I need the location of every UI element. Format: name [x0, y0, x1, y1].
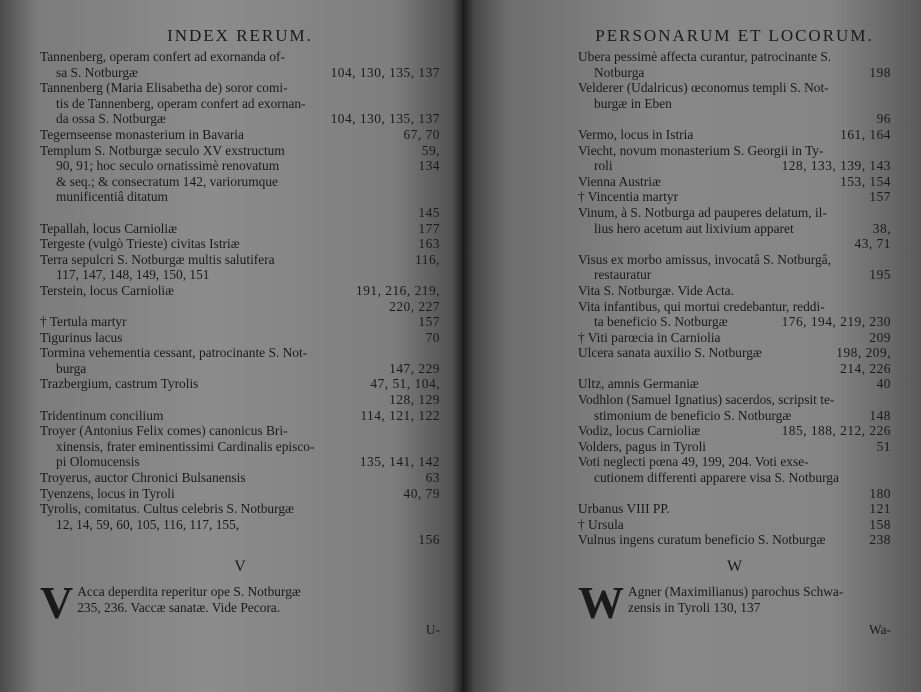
index-entry	[40, 408, 440, 424]
index-entry-line	[578, 65, 891, 81]
index-entry	[40, 345, 440, 376]
entry-text: ta beneficio S. Notburgæ	[594, 314, 728, 330]
page-reference: 147, 229	[389, 360, 440, 376]
index-entry-line	[40, 65, 440, 81]
index-entry	[40, 501, 440, 548]
page-reference: 180	[869, 485, 891, 501]
entry-text: Tormina vehementia cessant, patrocinante S. Not-	[40, 345, 308, 361]
index-entry	[578, 80, 891, 127]
index-entry-line	[40, 111, 440, 127]
index-entry	[40, 252, 440, 283]
index-entry-line	[578, 49, 891, 65]
page-reference: 51	[876, 438, 891, 454]
index-entry-line	[40, 252, 440, 268]
index-entry-line	[578, 158, 891, 174]
index-entry-line	[40, 330, 440, 346]
index-entry-line	[40, 127, 440, 143]
index-entry	[40, 314, 440, 330]
index-entry	[40, 376, 440, 407]
page-reference: 185, 188, 212, 226	[781, 423, 891, 439]
index-entry	[40, 127, 440, 143]
index-entry-line	[578, 454, 891, 470]
entry-text: restauratur	[594, 267, 652, 283]
right-index-entries	[578, 49, 891, 548]
index-entry-line	[578, 283, 891, 299]
entry-text: Tergeste (vulgò Trieste) civitas Istriæ	[40, 236, 240, 252]
left-dropcap-text	[77, 584, 440, 615]
index-entry-line	[40, 392, 440, 408]
entry-text: Velderer (Udalricus) œconomus templi S. Not-	[578, 80, 829, 96]
page-reference: 121	[869, 501, 891, 517]
entry-text: Vita S. Notburgæ. Vide Acta.	[578, 282, 734, 298]
index-entry-line	[578, 532, 891, 548]
right-catchword: Wa-	[869, 622, 891, 637]
entry-text: Tigurinus lacus	[40, 329, 123, 345]
entry-text: sa S. Notburgæ	[56, 64, 138, 80]
entry-text: xinensis, frater eminentissimi Cardinalis episco-	[56, 438, 315, 454]
page-reference: 67, 70	[403, 126, 440, 142]
index-entry-line	[40, 158, 440, 174]
page-reference: 158	[869, 516, 891, 532]
entry-text: munificentiâ ditatum	[56, 189, 168, 205]
page-reference: 176, 194, 219, 230	[781, 314, 891, 330]
entry-text: Tyrolis, comitatus. Cultus celebris S. Notburgæ	[40, 501, 294, 517]
page-reference: 40	[876, 376, 891, 392]
page-reference: 70	[425, 329, 440, 345]
entry-text: Tegernseense monasterium in Bavaria	[40, 126, 244, 142]
index-entry	[578, 189, 891, 205]
index-entry-line	[40, 283, 440, 299]
right-dropcap-text	[628, 584, 891, 615]
index-entry-line	[578, 111, 891, 127]
index-entry-line	[40, 96, 440, 112]
index-entry	[578, 49, 891, 80]
right-dropcap-line: zensis in Tyroli 130, 137	[628, 599, 761, 615]
index-entry	[578, 252, 891, 283]
page-reference: 214, 226	[840, 360, 891, 376]
right-section-letter: W	[726, 558, 743, 575]
entry-text: Trazbergium, castrum Tyrolis	[40, 376, 199, 392]
index-entry	[578, 439, 891, 455]
index-entry-line	[578, 221, 891, 237]
entry-text: pi Olomucensis	[56, 454, 140, 470]
entry-text: Troyerus, auctor Chronici Bulsanensis	[40, 470, 246, 486]
index-entry-line	[40, 361, 440, 377]
page-reference: 198	[869, 64, 891, 80]
index-entry	[578, 454, 891, 501]
entry-text: burgæ in Eben	[594, 95, 672, 111]
entry-text: Tepallah, locus Carnioliæ	[40, 220, 178, 236]
index-entry-line	[578, 423, 891, 439]
index-entry-line	[40, 517, 440, 533]
entry-text: Vodiz, locus Carnioliæ	[578, 423, 701, 439]
entry-text: 90, 91; hoc seculo ornatissimè renovatum	[56, 158, 280, 174]
entry-text: † Viti parœcia in Carniolia	[578, 329, 721, 345]
right-dropcap-entry	[578, 577, 891, 628]
index-entry	[578, 532, 891, 548]
page-reference: 135, 141, 142	[359, 454, 440, 470]
index-entry-line	[40, 423, 440, 439]
index-entry-line	[578, 439, 891, 455]
index-entry	[578, 174, 891, 190]
entry-text: † Ursula	[578, 516, 624, 532]
left-dropcap-line: Acca deperdita reperitur ope S. Notburgæ	[77, 584, 301, 599]
entry-text: Ulcera sanata auxilio S. Notburgæ	[578, 345, 762, 361]
index-entry-line	[578, 80, 891, 96]
entry-text: Visus ex morbo amissus, invocatâ S. Notburgâ,	[578, 251, 831, 267]
left-running-head: INDEX RERUM.	[167, 26, 313, 45]
entry-text: Voti neglecti pœna 49, 199, 204. Voti exse-	[578, 454, 809, 470]
page-reference: 157	[418, 314, 440, 330]
index-entry-line	[40, 49, 440, 65]
entry-text: 12, 14, 59, 60, 105, 116, 117, 155,	[56, 516, 240, 532]
page-reference: 220, 227	[389, 298, 440, 314]
index-entry-line	[40, 236, 440, 252]
page-reference: 128, 133, 139, 143	[781, 158, 891, 174]
index-entry-line	[40, 345, 440, 361]
entry-text: Terstein, locus Carnioliæ	[40, 282, 175, 298]
page-reference: 63	[425, 470, 440, 486]
entry-text: cutionem differenti apparere visa S. Notburga	[594, 470, 839, 486]
index-entry-line	[578, 345, 891, 361]
entry-text: tis de Tannenberg, operam confert ad exornan-	[56, 95, 306, 111]
entry-text: Terra sepulcri S. Notburgæ multis salutifera	[40, 251, 275, 267]
index-entry-line	[578, 252, 891, 268]
index-entry-line	[578, 174, 891, 190]
entry-text: Urbanus VIII PP.	[578, 501, 670, 517]
index-entry	[578, 345, 891, 376]
entry-text: Ubera pessimè affecta curantur, patrocinante S.	[578, 49, 832, 64]
index-entry	[40, 330, 440, 346]
entry-text: Vita infantibus, qui mortui credebantur, reddi-	[578, 298, 825, 314]
index-entry-line	[40, 532, 440, 548]
entry-text: Vodhlon (Samuel Ignatius) sacerdos, scripsit te-	[578, 392, 835, 408]
index-entry	[40, 486, 440, 502]
index-entry	[578, 143, 891, 174]
index-entry	[40, 236, 440, 252]
index-entry	[40, 80, 440, 127]
index-entry	[40, 470, 440, 486]
index-entry	[578, 283, 891, 299]
index-entry-line	[578, 376, 891, 392]
page-reference: 114, 121, 122	[360, 407, 440, 423]
index-entry-line	[578, 127, 891, 143]
left-section-letter: V	[234, 558, 246, 575]
entry-text: stimonium de beneficio S. Notburgæ	[594, 407, 792, 423]
entry-text: Vermo, locus in Istria	[578, 126, 694, 142]
index-entry-line	[40, 299, 440, 315]
page-reference: 134	[418, 158, 440, 174]
index-entry-line	[578, 314, 891, 330]
page-reference: 38,	[872, 220, 891, 236]
page-reference: 209	[869, 329, 891, 345]
index-entry-line	[40, 501, 440, 517]
page-reference: 116,	[415, 251, 440, 267]
entry-text: Vulnus ingens curatum beneficio S. Notburgæ	[578, 532, 826, 548]
page-reference: 198, 209,	[836, 345, 891, 361]
page-reference: 104, 130, 135, 137	[330, 111, 440, 127]
entry-text: Ultz, amnis Germaniæ	[578, 376, 699, 392]
index-entry	[578, 517, 891, 533]
index-entry-line	[578, 236, 891, 252]
index-entry	[40, 49, 440, 80]
index-entry-line	[578, 96, 891, 112]
index-entry-line	[40, 205, 440, 221]
entry-text: & seq.; & consecratum 142, variorumque	[56, 173, 279, 189]
index-entry	[578, 330, 891, 346]
index-entry	[578, 299, 891, 330]
index-entry-line	[40, 314, 440, 330]
index-entry-line	[578, 501, 891, 517]
entry-text: da ossa S. Notburgæ	[56, 111, 166, 127]
page-reference: 153, 154	[840, 173, 891, 189]
index-entry-line	[40, 143, 440, 159]
page-reference: 195	[869, 267, 891, 283]
left-catchword: U-	[425, 622, 440, 637]
entry-text: Notburga	[594, 64, 645, 80]
index-entry	[40, 221, 440, 237]
entry-text: Troyer (Antonius Felix comes) canonicus Bri-	[40, 423, 288, 439]
index-entry-line	[40, 189, 440, 205]
index-entry-line	[578, 470, 891, 486]
entry-text: Tyenzens, locus in Tyroli	[40, 485, 175, 501]
index-entry	[578, 376, 891, 392]
index-entry-line	[578, 486, 891, 502]
left-dropcap-entry	[40, 577, 440, 628]
index-entry	[40, 143, 440, 221]
entry-text: Viecht, novum monasterium S. Georgii in Ty-	[578, 142, 824, 158]
page-reference: 161, 164	[840, 126, 891, 142]
entry-text: Vinum, à S. Notburga ad pauperes delatum, il-	[578, 204, 827, 220]
left-dropcap-letter: V	[40, 577, 74, 628]
index-entry-line	[40, 221, 440, 237]
index-entry-line	[40, 454, 440, 470]
right-dropcap-letter: W	[578, 577, 624, 628]
page-reference: 191, 216, 219,	[356, 282, 440, 298]
index-entry-line	[40, 439, 440, 455]
page-reference: 96	[876, 111, 891, 127]
page-reference: 59,	[421, 142, 440, 158]
index-entry	[578, 423, 891, 439]
index-entry	[40, 283, 440, 314]
index-entry	[578, 127, 891, 143]
index-entry-line	[578, 517, 891, 533]
entry-text: Vienna Austriæ	[578, 173, 661, 189]
index-entry	[40, 423, 440, 470]
entry-text: burga	[56, 360, 87, 376]
entry-text: † Tertula martyr	[40, 314, 127, 330]
page-reference: 148	[869, 407, 891, 423]
page-reference: 145	[418, 204, 440, 220]
entry-text: 117, 147, 148, 149, 150, 151	[56, 267, 210, 283]
entry-text: Templum S. Notburgæ seculo XV exstructum	[40, 142, 285, 158]
index-entry-line	[40, 267, 440, 283]
right-page	[462, 0, 921, 692]
index-entry-line	[578, 267, 891, 283]
index-entry-line	[40, 486, 440, 502]
index-entry-line	[578, 408, 891, 424]
index-entry-line	[578, 392, 891, 408]
index-entry-line	[578, 189, 891, 205]
left-index-entries	[40, 49, 440, 548]
index-entry-line	[578, 330, 891, 346]
entry-text: † Vincentia martyr	[578, 189, 679, 205]
entry-text: lius hero acetum aut lixivium apparet	[594, 220, 794, 236]
index-entry-line	[578, 205, 891, 221]
page-reference: 177	[418, 220, 440, 236]
entry-text: Volders, pagus in Tyroli	[578, 438, 707, 454]
entry-text: Tridentinum concilium	[40, 407, 164, 423]
page-reference: 47, 51, 104,	[370, 376, 440, 392]
index-entry	[578, 501, 891, 517]
index-entry-line	[40, 408, 440, 424]
entry-text: Tannenberg (Maria Elisabetha de) soror comi-	[40, 80, 288, 96]
index-entry	[578, 392, 891, 423]
index-entry-line	[578, 361, 891, 377]
index-entry-line	[40, 80, 440, 96]
left-dropcap-line: 235, 236. Vaccæ sanatæ. Vide Pecora.	[77, 599, 281, 615]
index-entry-line	[40, 470, 440, 486]
page-reference: 104, 130, 135, 137	[330, 64, 440, 80]
index-entry-line	[578, 299, 891, 315]
page-reference: 157	[869, 189, 891, 205]
index-entry-line	[578, 143, 891, 159]
page-reference: 163	[418, 236, 440, 252]
page-reference: 40, 79	[403, 485, 440, 501]
right-dropcap-line: Agner (Maximilianus) parochus Schwa-	[628, 584, 844, 599]
page-reference: 43, 71	[854, 236, 891, 252]
index-entry	[578, 205, 891, 252]
index-entry-line	[40, 376, 440, 392]
index-entry-line	[40, 174, 440, 190]
entry-text: roli	[594, 158, 613, 174]
entry-text: Tannenberg, operam confert ad exornanda of-	[40, 49, 285, 64]
page-reference: 238	[869, 532, 891, 548]
right-running-head: PERSONARUM ET LOCORUM.	[595, 26, 874, 45]
book-gutter	[452, 0, 474, 692]
page-reference: 128, 129	[389, 392, 440, 408]
page-reference: 156	[418, 532, 440, 548]
